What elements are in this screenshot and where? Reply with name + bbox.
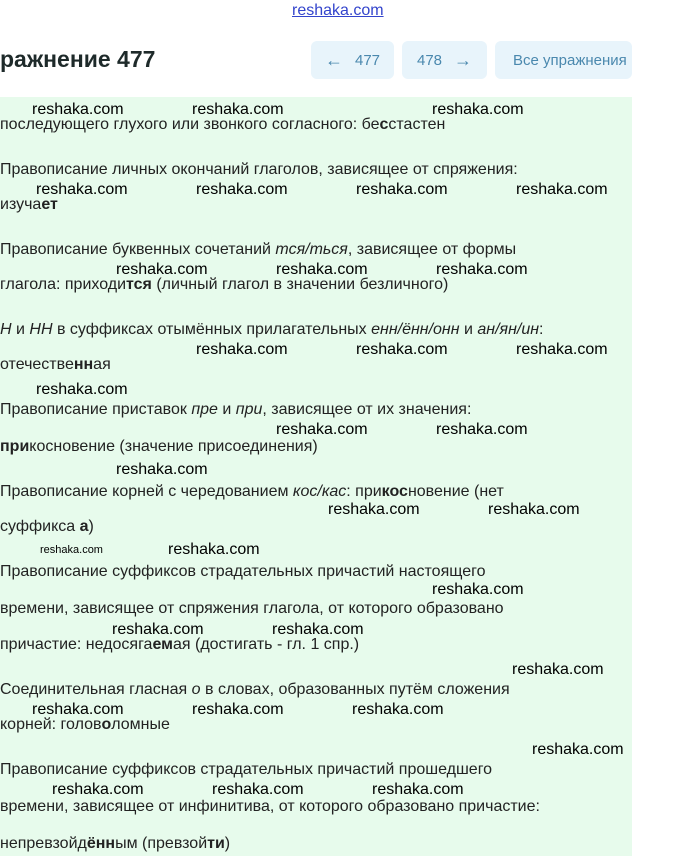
watermark: reshaka.com	[272, 621, 364, 638]
watermark: reshaka.com	[212, 781, 304, 798]
answer-line	[0, 437, 318, 456]
text-fragment: )	[224, 835, 231, 852]
text-fragment: изуча	[0, 196, 42, 213]
italic-term: ан/ян/ин	[477, 321, 540, 338]
watermark: reshaka.com	[356, 181, 448, 198]
watermark: reshaka.com	[112, 621, 204, 638]
highlighted-letters: ти	[207, 835, 225, 852]
italic-term: НН	[29, 321, 53, 338]
next-exercise-label: 478	[416, 51, 443, 69]
watermark: reshaka.com	[32, 101, 124, 118]
answer-line	[0, 482, 504, 501]
watermark: reshaka.com	[488, 501, 580, 518]
watermark: reshaka.com	[40, 544, 103, 556]
italic-term: пре	[191, 401, 218, 418]
watermark: reshaka.com	[36, 181, 128, 198]
italic-term: енн/ённ/онн	[371, 321, 460, 338]
text-fragment: :	[539, 321, 544, 338]
text-fragment: )	[88, 518, 94, 535]
highlighted-letters: о	[101, 716, 112, 733]
text-fragment: и	[459, 321, 478, 338]
watermark: reshaka.com	[372, 781, 464, 798]
watermark: reshaka.com	[436, 421, 528, 438]
answer-line	[0, 562, 486, 581]
watermark: reshaka.com	[52, 781, 144, 798]
watermark: reshaka.com	[196, 341, 288, 358]
answer-line	[0, 400, 471, 419]
answer-line	[0, 240, 516, 259]
watermark: reshaka.com	[36, 381, 128, 398]
watermark: reshaka.com	[512, 661, 604, 678]
arrow-left-icon: ←	[324, 49, 343, 70]
text-fragment: последующего глухого или звонкого согласного: бе	[0, 116, 380, 133]
answer-line	[0, 797, 540, 816]
text-fragment: причастие: недосяга	[0, 636, 153, 653]
watermark: reshaka.com	[352, 701, 444, 718]
text-fragment: и	[217, 401, 236, 418]
next-exercise-button[interactable]	[402, 41, 487, 79]
text-fragment: : при	[346, 483, 382, 500]
watermark: reshaka.com	[192, 701, 284, 718]
highlighted-letters: тся	[126, 276, 152, 293]
text-fragment: ломные	[111, 716, 170, 733]
watermark: reshaka.com	[436, 261, 528, 278]
text-fragment: ая	[93, 356, 111, 373]
text-fragment: Правописание личных окончаний глаголов, зависящее от спряжения:	[0, 161, 518, 178]
italic-term: о	[191, 681, 201, 698]
highlighted-letters: ем	[152, 636, 173, 653]
text-fragment: корней: голов	[0, 716, 102, 733]
answer-line	[0, 834, 230, 853]
all-exercises-label: Все упражнения	[513, 51, 627, 69]
watermark: reshaka.com	[276, 421, 368, 438]
italic-term: при	[235, 401, 263, 418]
watermark: reshaka.com	[32, 701, 124, 718]
answer-line	[0, 355, 111, 374]
text-fragment: Правописание приставок	[0, 401, 192, 418]
text-fragment: времени, зависящее от спряжения глагола, от которого образовано	[0, 600, 504, 617]
text-fragment: , зависящее от формы	[347, 241, 517, 258]
text-fragment: в суффиксах отымённых прилагательных	[52, 321, 372, 338]
watermark: reshaka.com	[532, 741, 624, 758]
all-exercises-button[interactable]	[495, 41, 632, 79]
watermark: reshaka.com	[116, 261, 208, 278]
highlighted-letters: а	[79, 518, 89, 535]
highlighted-letters: с	[379, 116, 389, 133]
text-fragment: ым (превзой	[115, 835, 208, 852]
arrow-right-icon: →	[454, 49, 473, 70]
italic-term: тся/ться	[275, 241, 348, 258]
prev-exercise-button[interactable]	[311, 41, 394, 79]
text-fragment: , зависящее от их значения:	[262, 401, 472, 418]
answer-line	[0, 160, 518, 179]
answer-content	[0, 97, 632, 856]
highlighted-letters: кос	[381, 483, 408, 500]
text-fragment: Правописание суффиксов страдательных причастий настоящего	[0, 563, 486, 580]
watermark: reshaka.com	[356, 341, 448, 358]
highlighted-letters: ённ	[86, 835, 116, 852]
watermark: reshaka.com	[432, 581, 524, 598]
text-fragment: Соединительная гласная	[0, 681, 192, 698]
prev-exercise-label: 477	[354, 51, 381, 69]
text-fragment: суффикса	[0, 518, 80, 535]
watermark: reshaka.com	[516, 181, 608, 198]
answer-line	[0, 599, 504, 618]
text-fragment: непревзойд	[0, 835, 87, 852]
answer-line	[0, 320, 543, 339]
text-fragment: стастен	[388, 116, 446, 133]
text-fragment: и	[11, 321, 30, 338]
watermark: reshaka.com	[276, 261, 368, 278]
text-fragment: новение (нет	[407, 483, 504, 500]
watermark: reshaka.com	[328, 501, 420, 518]
text-fragment: в словах, образованных путём сложения	[200, 681, 510, 698]
watermark: reshaka.com	[192, 101, 284, 118]
text-fragment: Правописание корней с чередованием	[0, 483, 293, 500]
watermark: reshaka.com	[516, 341, 608, 358]
watermark: reshaka.com	[168, 541, 260, 558]
watermark: reshaka.com	[432, 101, 524, 118]
text-fragment: ая (достигать - гл. 1 спр.)	[172, 636, 360, 653]
text-fragment: Правописание буквенных сочетаний	[0, 241, 276, 258]
answer-line	[0, 517, 94, 536]
text-fragment: глагола: приходи	[0, 276, 127, 293]
page-title: ражнение 477	[0, 46, 156, 72]
text-fragment: косновение (значение присоединения)	[29, 438, 318, 455]
answer-line	[0, 275, 448, 294]
italic-term: кос/кас	[292, 483, 347, 500]
answer-line	[0, 680, 510, 699]
answer-line	[0, 760, 492, 779]
highlighted-letters: ет	[41, 196, 58, 213]
text-fragment: отечестве	[0, 356, 74, 373]
watermark: reshaka.com	[196, 181, 288, 198]
text-fragment: Правописание суффиксов страдательных причастий прошедшего	[0, 761, 493, 778]
highlighted-letters: нн	[73, 356, 94, 373]
watermark: reshaka.com	[116, 461, 208, 478]
text-fragment: (личный глагол в значении безличного)	[151, 276, 449, 293]
text-fragment: времени, зависящее от инфинитива, от которого образовано причастие:	[0, 798, 540, 815]
site-link[interactable]: reshaka.com	[292, 2, 384, 19]
italic-term: Н	[0, 321, 12, 338]
highlighted-letters: при	[0, 438, 30, 455]
